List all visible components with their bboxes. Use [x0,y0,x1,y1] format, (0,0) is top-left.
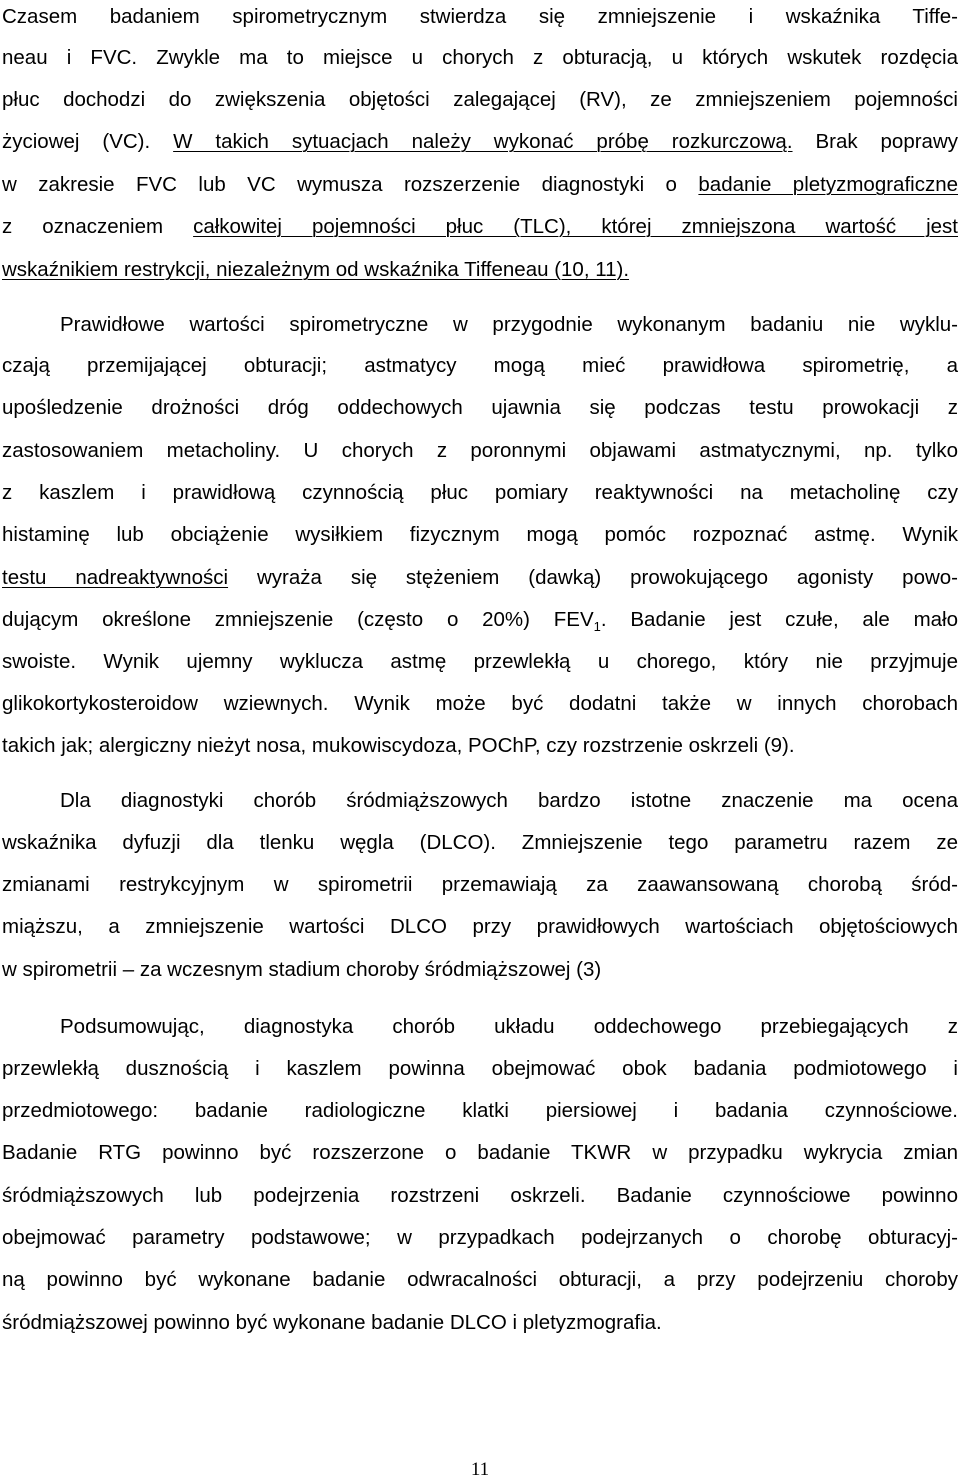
underlined-text: badanie pletyzmograficzne [698,173,959,196]
paragraph-2-line-3 [2,393,958,423]
paragraph-1-line-3 [2,85,958,115]
text-span: swoiste. Wynik ujemny wyklucza astmę przewlekłą u chorego, który nie przyjmuje [2,650,958,673]
paragraph-1-line-5 [2,170,958,200]
text-span: Brak poprawy [815,130,958,153]
paragraph-4-line-2 [2,1054,958,1084]
paragraph-4-line-7 [2,1265,958,1295]
text-span: . Badanie jest czułe, ale mało [600,608,959,631]
subscript: 1 [593,619,601,635]
paragraph-3-line-2 [2,828,958,858]
text-span: dującym określone zmniejszenie (często o 20%) FEV [2,608,594,631]
text-span: Dla diagnostyki chorób śródmiąższowych bardzo istotne znaczenie ma ocena [60,789,958,812]
paragraph-2-line-4 [2,436,958,466]
paragraph-1-line-4 [2,127,958,157]
text-span: czają przemijającej obturacji; astmatycy mogą mieć prawidłowa spirometrię, a [2,354,958,377]
text-span: śródmiąższowych lub podejrzenia rozstrzeni oskrzeli. Badanie czynnościowe powinno [2,1184,958,1207]
text-span: upośledzenie drożności dróg oddechowych ujawnia się podczas testu prowokacji z [2,396,958,419]
text-span: histaminę lub obciążenie wysiłkiem fizycznym mogą pomóc rozpoznać astmę. Wynik [2,523,958,546]
paragraph-4-line-4 [2,1138,958,1168]
paragraph-4-line-1 [2,1012,958,1042]
text-span: w zakresie FVC lub VC wymusza rozszerzenie diagnostyki o [2,173,677,196]
paragraph-2-line-5 [2,478,958,508]
paragraph-4-line-3 [2,1096,958,1126]
paragraph-2-line-8 [2,605,958,635]
paragraph-4-line-6 [2,1223,958,1253]
paragraph-2-line-1 [2,310,958,340]
paragraph-4-line-5 [2,1181,958,1211]
paragraph-2-line-6 [2,520,958,550]
paragraph-1-line-7 [2,255,629,285]
paragraph-2-line-2 [2,351,958,381]
text-span: Prawidłowe wartości spirometryczne w przygodnie wykonanym badaniu nie wyklu- [60,313,958,336]
paragraph-1-line-1 [2,2,958,32]
underlined-text: wskaźnikiem restrykcji, niezależnym od wskaźnika Tiffeneau (10, 11). [2,258,630,281]
page-number: 11 [470,1459,490,1480]
text-span: przewlekłą dusznością i kaszlem powinna obejmować obok badania podmiotowego i [2,1057,958,1080]
paragraph-2-line-10 [2,689,958,719]
text-span: Podsumowując, diagnostyka chorób układu oddechowego przebiegających z [60,1015,958,1038]
paragraph-3-line-4 [2,912,958,942]
text-span: z oznaczeniem [2,215,164,238]
text-span: życiowej (VC). [2,130,151,153]
paragraph-4-line-8 [2,1308,662,1338]
paragraph-2-line-11 [2,731,795,761]
paragraph-3-line-5 [2,955,601,985]
text-span: przedmiotowego: badanie radiologiczne klatki piersiowej i badania czynnościowe. [2,1099,958,1122]
text-span: obejmować parametry podstawowe; w przypadkach podejrzanych o chorobę obturacyj- [2,1226,958,1249]
paragraph-1-line-2 [2,43,958,73]
text-span: zmianami restrykcyjnym w spirometrii przemawiają za zaawansowaną chorobą śród- [2,873,958,896]
text-span: zastosowaniem metacholiny. U chorych z poronnymi objawami astmatycznymi, np. tylko [2,439,958,462]
text-span: wyraża się stężeniem (dawką) prowokującego agonisty powo- [256,566,958,589]
text-span: Badanie RTG powinno być rozszerzone o badanie TKWR w przypadku wykrycia zmian [2,1141,958,1164]
text-span: miąższu, a zmniejszenie wartości DLCO przy prawidłowych wartościach objętościowych [2,915,958,938]
text-span: ną powinno być wykonane badanie odwracalności obturacji, a przy podejrzeniu choroby [2,1268,958,1291]
underlined-text: W takich sytuacjach należy wykonać próbę rozkurczową. [173,130,793,153]
text-span: płuc dochodzi do zwiększenia objętości zalegającej (RV), ze zmniejszeniem pojemności [2,88,958,111]
paragraph-2-line-9 [2,647,958,677]
paragraph-3-line-1 [2,786,958,816]
text-span: glikokortykosteroidow wziewnych. Wynik może być dodatni także w innych chorobach [2,692,958,715]
text-span: wskaźnika dyfuzji dla tlenku węgla (DLCO). Zmniejszenie tego parametru razem ze [2,831,958,854]
text-span: takich jak; alergiczny nieżyt nosa, mukowiscydoza, POChP, czy rozstrzenie oskrzeli (9). [2,734,795,757]
paragraph-2-line-7 [2,563,958,593]
text-span: z kaszlem i prawidłową czynnością płuc pomiary reaktywności na metacholinę czy [2,481,958,504]
underlined-text: całkowitej pojemności płuc (TLC), której zmniejszona wartość jest [193,215,959,238]
text-span: neau i FVC. Zwykle ma to miejsce u chorych z obturacją, u których wskutek rozdęcia [2,46,958,69]
paragraph-3-line-3 [2,870,958,900]
text-span: w spirometrii – za wczesnym stadium choroby śródmiąższowej (3) [2,958,602,981]
text-span: Czasem badaniem spirometrycznym stwierdza się zmniejszenie i wskaźnika Tiffe- [2,5,958,28]
paragraph-1-line-6 [2,212,958,242]
text-span: śródmiąższowej powinno być wykonane badanie DLCO i pletyzmografia. [2,1311,662,1334]
underlined-text: testu nadreaktywności [2,566,229,589]
